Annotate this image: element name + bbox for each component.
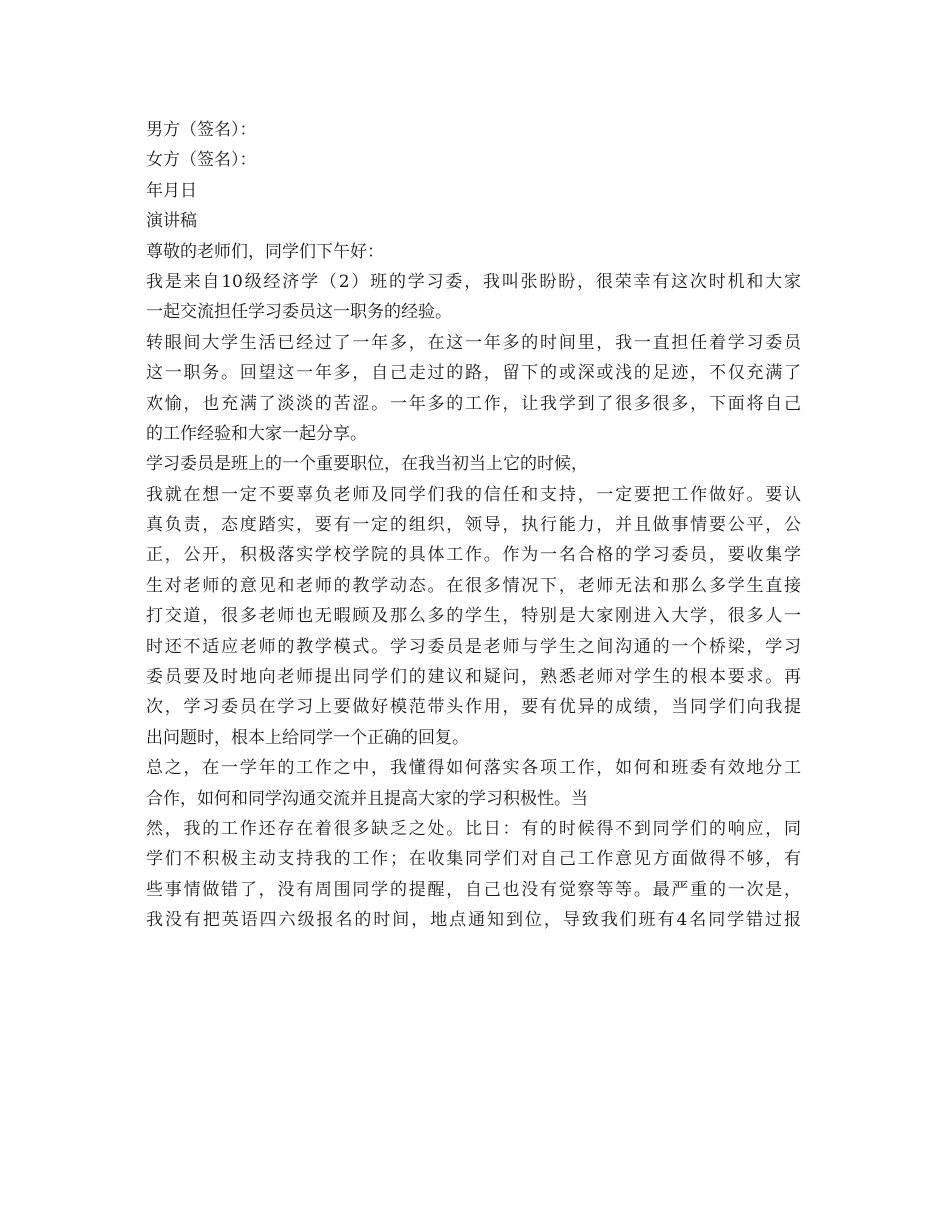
text-line: 学们不积极主动支持我的工作；在收集同学们对自己工作意见方面做得不够，有 xyxy=(146,849,801,870)
greeting-line: 尊敬的老师们，同学们下午好： xyxy=(146,241,384,262)
text-line: 合作，如何和同学沟通交流并且提高大家的学习积极性。当 xyxy=(146,788,588,809)
text-line: 生对老师的意见和老师的教学动态。在很多情况下，老师无法和那么多学生直接 xyxy=(146,575,801,596)
text-line: 这一职务。回望这一年多，自己走过的路，留下的或深或浅的足迹，不仅充满了 xyxy=(146,363,801,384)
text-line: 我是来自10级经济学（2）班的学习委，我叫张盼盼，很荣幸有这次时机和大家 xyxy=(146,271,801,292)
document-body xyxy=(146,115,801,936)
text-line: 总之，在一学年的工作之中，我懂得如何落实各项工作，如何和班委有效地分工 xyxy=(146,758,801,779)
text-line: 时还不适应老师的教学模式。学习委员是老师与学生之间沟通的一个桥梁，学习 xyxy=(146,636,801,657)
text-line: 欢愉，也充满了淡淡的苦涩。一年多的工作，让我学到了很多很多，下面将自己 xyxy=(146,393,801,414)
section-title: 演讲稿 xyxy=(146,211,197,232)
date-line: 年月日 xyxy=(146,180,197,201)
text-line: 学习委员是班上的一个重要职位，在我当初当上它的时候， xyxy=(146,454,588,475)
text-line: 我就在想一定不要辜负老师及同学们我的信任和支持，一定要把工作做好。要认 xyxy=(146,484,801,505)
text-line: 真负责，态度踏实，要有一定的组织，领导，执行能力，并且做事情要公平，公 xyxy=(146,515,801,536)
text-line: 打交道，很多老师也无暇顾及那么多的学生，特别是大家刚进入大学，很多人一 xyxy=(146,606,801,627)
text-line: 然，我的工作还存在着很多缺乏之处。比日：有的时候得不到同学们的响应，同 xyxy=(146,818,801,839)
text-line: 些事情做错了，没有周围同学的提醒，自己也没有觉察等等。最严重的一次是， xyxy=(146,879,801,900)
text-line: 转眼间大学生活已经过了一年多，在这一年多的时间里，我一直担任着学习委员 xyxy=(146,332,801,353)
text-line: 次，学习委员在学习上要做好模范带头作用，要有优异的成绩，当同学们向我提 xyxy=(146,697,801,718)
text-line: 一起交流担任学习委员这一职务的经验。 xyxy=(146,302,452,323)
text-line: 委员要及时地向老师提出同学们的建议和疑问，熟悉老师对学生的根本要求。再 xyxy=(146,667,801,688)
text-line: 出问题时，根本上给同学一个正确的回复。 xyxy=(146,727,469,748)
text-line: 的工作经验和大家一起分享。 xyxy=(146,423,367,444)
signature-line-male: 男方（签名）： xyxy=(146,120,257,140)
signature-line-female: 女方（签名）： xyxy=(146,150,257,171)
text-line: 我没有把英语四六级报名的时间，地点通知到位，导致我们班有4名同学错过报 xyxy=(146,910,801,931)
text-line: 正，公开，积极落实学校学院的具体工作。作为一名合格的学习委员，要收集学 xyxy=(146,545,801,566)
